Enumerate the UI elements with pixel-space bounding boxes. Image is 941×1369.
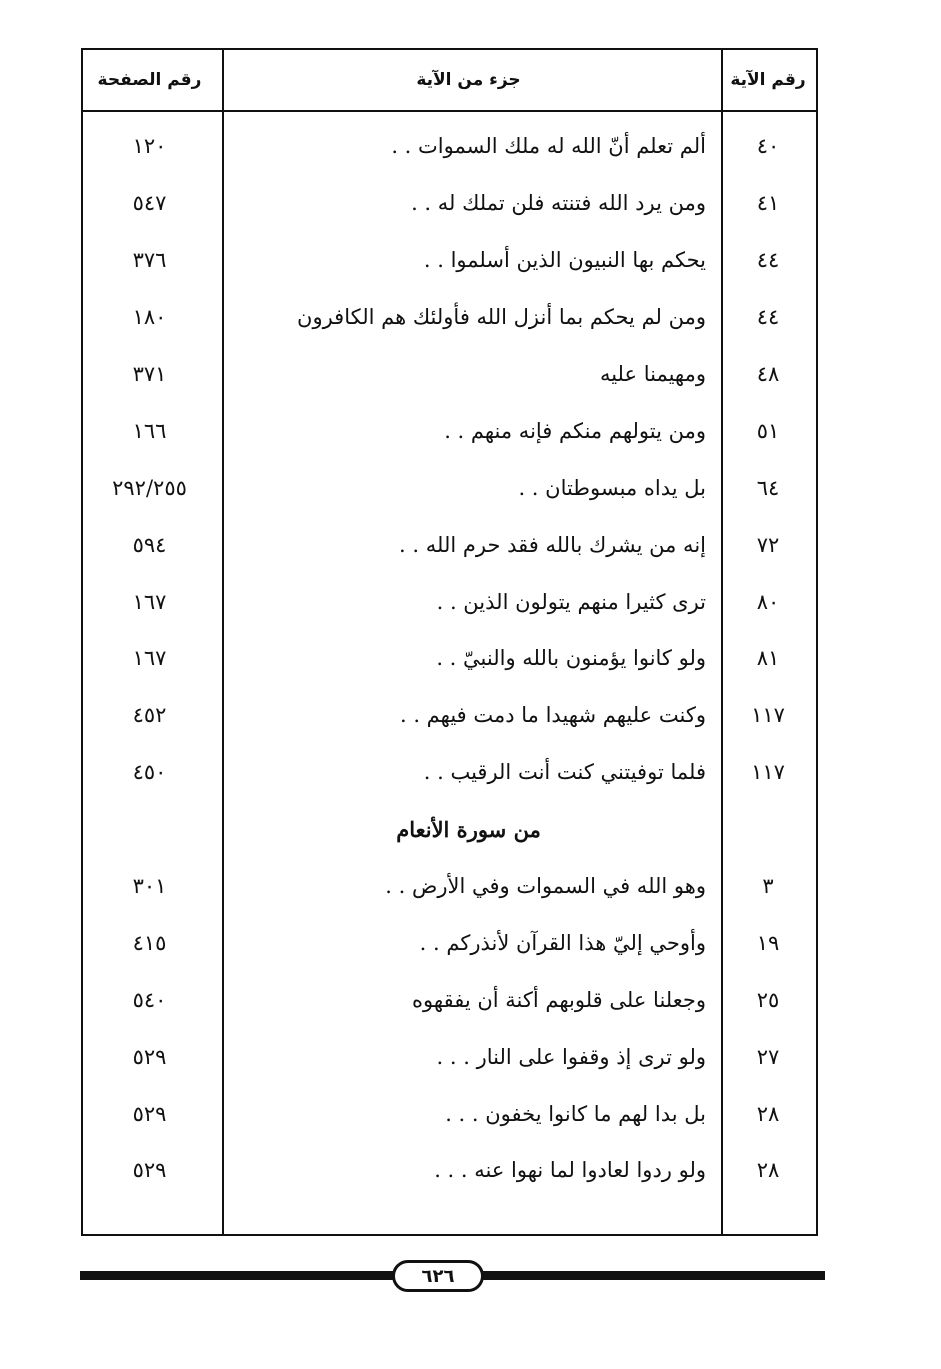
page-number: ٣٧١ [132, 362, 167, 386]
table-row [83, 914, 816, 971]
page-number: ١٦٧ [132, 589, 167, 614]
table-header [83, 50, 816, 112]
table-row [83, 971, 816, 1028]
ayah-text: ومن لم يحكم بما أنزل الله فأولئك هم الكافرون [297, 305, 706, 330]
table-row [83, 402, 816, 459]
ayah-number: ٤٤ [756, 248, 780, 273]
ayah-number: ٦٤ [756, 475, 780, 500]
ayah-text: ولو ترى إذ وقفوا على النار . . . [436, 1044, 706, 1069]
table-row [83, 1085, 816, 1142]
ayah-number: ٤٨ [756, 362, 780, 386]
page-number: ٤٥٠ [132, 760, 167, 785]
table-row [83, 744, 816, 801]
ayah-text: بل بدا لهم ما كانوا يخفون . . . [445, 1101, 706, 1126]
ayah-text: ألم تعلم أنّ الله له ملك السموات . . [391, 134, 706, 159]
page-number: ٥٩٤ [132, 532, 167, 557]
ayah-number: ٥١ [756, 418, 780, 443]
table-row [83, 289, 816, 346]
page-number: ٤١٥ [132, 930, 167, 955]
ayah-text: إنه من يشرك بالله فقد حرم الله . . [399, 532, 706, 557]
table-row [83, 175, 816, 232]
page-number: ٢٩٢/٢٥٥ [112, 475, 187, 500]
page-number: ١٢٠ [132, 134, 167, 159]
index-table [81, 48, 818, 1236]
table-row [83, 1142, 816, 1199]
ayah-number: ٤٠ [756, 134, 780, 159]
ayah-number: ٧٢ [756, 532, 780, 557]
table-row [83, 858, 816, 915]
page-number: ٥٤٠ [132, 987, 167, 1012]
ayah-text: وجعلنا على قلوبهم أكنة أن يفقهوه [412, 987, 706, 1012]
header-ayah-number: رقم الآية [730, 70, 806, 90]
table-row [83, 459, 816, 516]
ayah-text: ترى كثيرا منهم يتولون الذين . . [436, 589, 706, 614]
ayah-text: ولو ردوا لعادوا لما نهوا عنه . . . [434, 1158, 706, 1183]
table-row [83, 1028, 816, 1085]
page-number: ١٦٧ [132, 646, 167, 671]
ayah-number: ٤١ [756, 191, 780, 216]
page-number: ٣٠١ [132, 874, 167, 899]
ayah-number: ٣ [762, 874, 774, 899]
table-row [83, 232, 816, 289]
table-row [83, 630, 816, 687]
ayah-number: ١١٧ [751, 703, 785, 728]
ayah-text: ومن يتولهم منكم فإنه منهم . . [444, 418, 706, 443]
ayah-number: ٢٧ [756, 1044, 780, 1069]
table-row [83, 118, 816, 175]
page-number: ١٦٦ [132, 418, 167, 443]
ayah-number: ١٩ [756, 930, 780, 955]
page-number: ١٨٠ [132, 305, 167, 330]
ayah-number: ١١٧ [751, 760, 785, 785]
ayah-text: وكنت عليهم شهيدا ما دمت فيهم . . [399, 703, 706, 728]
ayah-number: ٢٨ [756, 1158, 780, 1183]
ayah-text: وهو الله في السموات وفي الأرض . . [385, 874, 706, 899]
ayah-text: فلما توفيتني كنت أنت الرقيب . . [423, 760, 706, 785]
table-row [83, 573, 816, 630]
page-number: ٥٢٩ [132, 1044, 167, 1069]
ayah-text: ولو كانوا يؤمنون بالله والنبيّ . . [436, 646, 706, 671]
ayah-text: بل يداه مبسوطتان . . [518, 475, 706, 500]
ayah-text: ومهيمنا عليه [599, 362, 706, 386]
page-number-badge: ٦٢٦ [392, 1260, 484, 1292]
table-row [83, 346, 816, 403]
section-title: من سورة الأنعام [396, 816, 541, 842]
ayah-number: ٤٤ [756, 305, 780, 330]
table-body [83, 118, 816, 1199]
section-heading-row [83, 801, 816, 858]
page-number: ٥٢٩ [132, 1101, 167, 1126]
ayah-number: ٨١ [756, 646, 780, 671]
table-row [83, 687, 816, 744]
page-number: ٥٤٧ [132, 191, 167, 216]
ayah-number: ٢٨ [756, 1101, 780, 1126]
page-number: ٣٧٦ [132, 248, 167, 273]
page-number: ٤٥٢ [132, 703, 167, 728]
ayah-text: يحكم بها النبيون الذين أسلموا . . [423, 248, 706, 273]
ayah-number: ٢٥ [756, 987, 780, 1012]
ayah-text: ومن يرد الله فتنته فلن تملك له . . [411, 191, 706, 216]
page-number: ٥٢٩ [132, 1158, 167, 1183]
header-page-number: رقم الصفحة [97, 70, 202, 90]
ayah-text: وأوحي إليّ هذا القرآن لأنذركم . . [419, 930, 706, 955]
ayah-number: ٨٠ [756, 589, 780, 614]
table-row [83, 516, 816, 573]
header-ayah-part: جزء من الآية [416, 70, 521, 90]
